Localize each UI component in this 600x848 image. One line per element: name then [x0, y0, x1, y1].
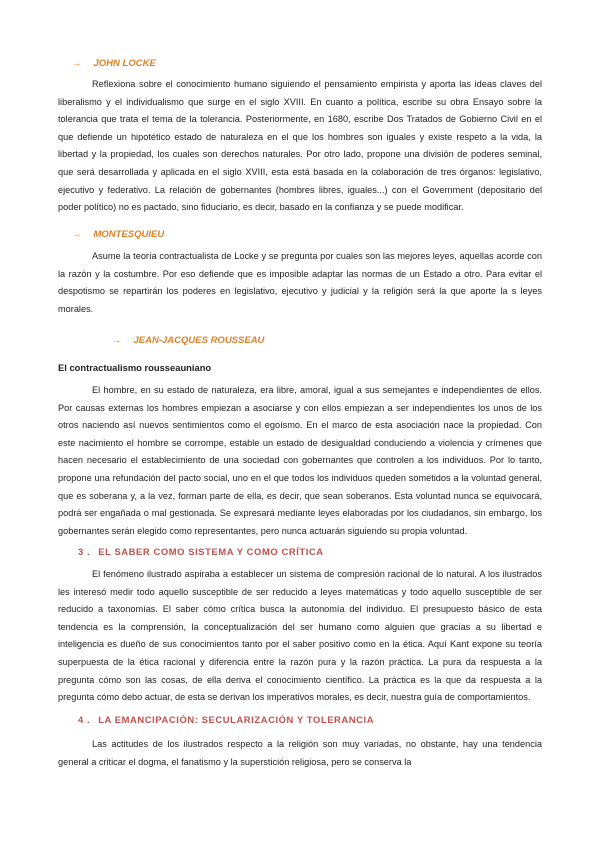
- rousseau-heading: [112, 335, 264, 346]
- arrow-icon: →: [112, 335, 122, 346]
- john-locke-heading: [72, 58, 156, 69]
- section-4-heading: [78, 714, 374, 725]
- montesquieu-paragraph: Asume la teoría contractualista de Locke y se pregunta por cuales son las mejores leyes, aquellas acorde con la razón y la costumbre. Por eso defiende que es imposible adaptar las normas de un Estado a otro. Para evitar el despotismo se repartirán los poderes en legislativo, ejecutivo y judicial y la religión será la que aporte la s leyes morales.: [58, 251, 542, 314]
- montesquieu-heading-text: MONTESQUIEU: [93, 229, 165, 240]
- section-4-title: LA EMANCIPACIÓN: SECULARIZACIÓN Y TOLERANCIA: [98, 714, 375, 725]
- section-3-title: EL SABER COMO SISTEMA Y COMO CRÍTICA: [98, 546, 324, 557]
- section-3-number: 3 .: [78, 546, 91, 557]
- arrow-icon: →: [72, 58, 82, 69]
- rousseau-heading-text: JEAN-JACQUES ROUSSEAU: [133, 335, 265, 346]
- section-3-paragraph: El fenómeno ilustrado aspiraba a establecer un sistema de compresión racional de lo natural. A los ilustrados les interesó medir todo aquello susceptible de ser reducido a leyes matemáticas y todo aquello susceptible de ser reducido a taxonomías. El saber cómo crítica busca la autonomía del individuo. El presupuesto básico de esta tendencia es la comprensión, la conceptualización del ser humano como alguien que gracias a su libertad e inteligencia es dueño de sus conocimientos tanto por el saber positivo como en la ética. Aquí Kant expone su teoría superpuesta de la ética racional y diferencia entre la razón pura y la razón práctica. La pura da respuesta a la pregunta cómo son las cosas, de ella deriva el conocimiento científico. La práctica es la que da respuesta a la pregunta cómo debo actuar, de esta se derivan los imperativos morales, es decir, nuestra guía de comportamientos.: [58, 569, 542, 703]
- arrow-icon: →: [72, 229, 82, 240]
- section-4-number: 4 .: [78, 714, 91, 725]
- john-locke-paragraph: Reflexiona sobre el conocimiento humano siguiendo el pensamiento empirista y aporta las ideas claves del liberalismo y el individualismo que surge en el siglo XVIII. En cuanto a política, escribe su obra Ensayo sobre la tolerancia que trata el tema de la tolerancia. Posteriormente, en 1680, escribe Dos Tratados de Gobierno Civil en el que defiende un hipotético estado de naturaleza en el que los hombres son iguales y existe respeto a la vida, la libertad y la propiedad, los cuales son derechos naturales. Por otro lado, propone una división de poderes seminal, que será desarrollada y aplicada en el siglo XVIII, esta está basada en la colaboración de tres órganos: legislativo, ejecutivo y federativo. La relación de gobernantes (hombres libres, iguales...) con el Government (depositario del poder político) no es pactado, sino fiduciario, es decir, basado en la confianza y se puede modificar.: [58, 79, 542, 213]
- rousseau-subheading: El contractualismo rousseauniano: [58, 362, 212, 373]
- john-locke-heading-text: JOHN LOCKE: [93, 58, 156, 69]
- section-3-heading: [78, 546, 324, 557]
- section-4-paragraph: Las actitudes de los ilustrados respecto a la religión son muy variadas, no obstante, hay una tendencia general a criticar el dogma, el fanatismo y la superstición religiosa, pero se conserva la: [58, 739, 542, 767]
- montesquieu-heading: [72, 229, 164, 240]
- rousseau-paragraph: El hombre, en su estado de naturaleza, era libre, amoral, igual a sus semejantes e independientes de ellos. Por causas externas los hombres empiezan a asociarse y con ellos empiezan a ser independientes los unos de los otros naciendo así nuevos sentimientos como el egoísmo. En el marco de esta asociación nace la propiedad. Con este nacimiento el hombre se corrompe, estable un estado de desigualdad conduciendo a violencia y crímenes que hacen necesario el establecimiento de una sociedad con gobernantes que controlen a los individuos. Por lo tanto, propone una refundación del pacto social, uno en el que todos los individuos queden sometidos a la voluntad general, que es soberana y, a la vez, forman parte de ella, es decir, que sean soberanos. Esta voluntad nunca se equivocará, podrá ser engañada o mal gestionada. Se expresará mediante leyes elaboradas por los ciudadanos, sin embargo, los gobernantes serán elegido como representantes, pero nunca actuarán siguiendo su propia voluntad.: [58, 385, 542, 536]
